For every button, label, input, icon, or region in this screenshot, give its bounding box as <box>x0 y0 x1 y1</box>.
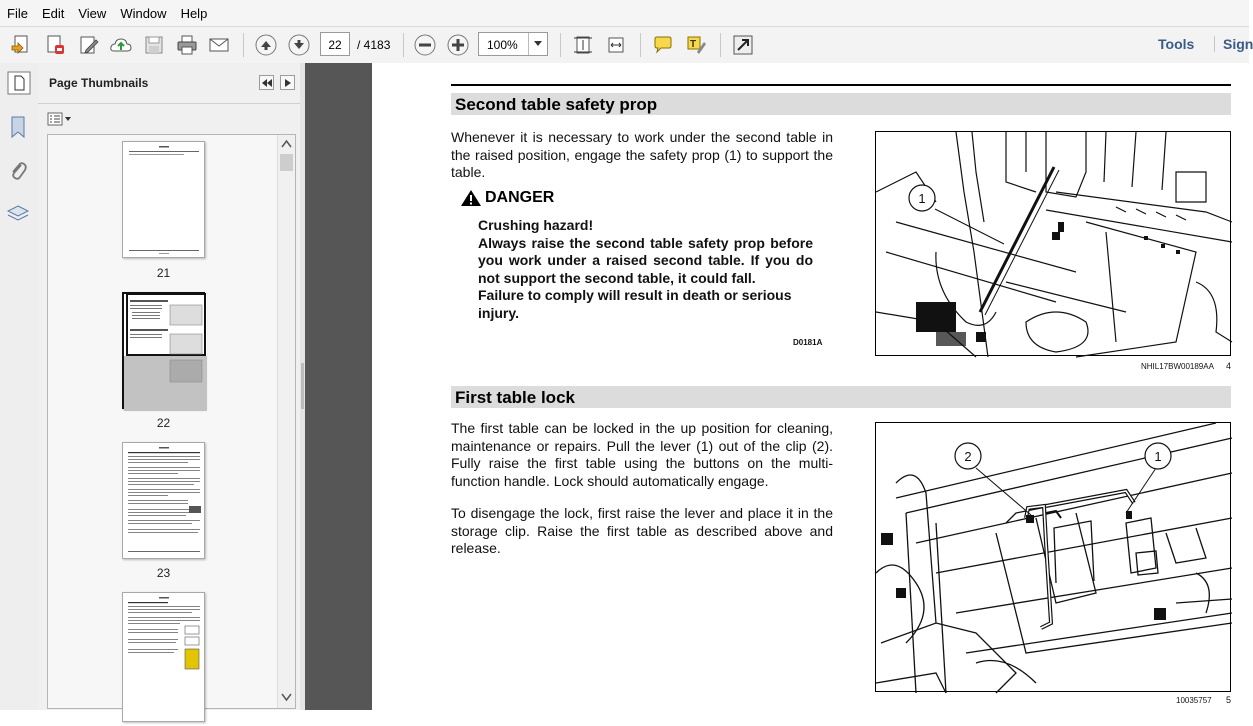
options-menu-button[interactable] <box>47 111 73 127</box>
header-rule <box>451 84 1231 86</box>
danger-line-1: Crushing hazard! <box>478 217 594 233</box>
section-heading-bar <box>451 93 1231 115</box>
section-heading-bar <box>451 386 1231 408</box>
page-total: / 4183 <box>357 38 391 52</box>
create-pdf-icon[interactable] <box>8 32 34 58</box>
zoom-out-icon[interactable] <box>412 32 438 58</box>
page-thumbnails-panel <box>38 63 301 710</box>
previous-page-icon[interactable] <box>253 32 279 58</box>
menu-edit[interactable]: Edit <box>41 5 65 21</box>
save-icon[interactable] <box>141 32 167 58</box>
collapse-panel-icon[interactable] <box>259 75 274 90</box>
page-number-input[interactable]: 22 <box>320 32 350 56</box>
thumbnail-list[interactable] <box>47 134 296 709</box>
disengage-lock-paragraph: To disengage the lock, first raise the lever and place it in the storage clip. Raise the first table as described above and release. <box>451 505 833 557</box>
thumbnail-label-22: 22 <box>156 416 171 430</box>
zoom-level-value: 100% <box>487 38 518 52</box>
expand-icon[interactable] <box>730 32 756 58</box>
edit-document-icon[interactable] <box>76 32 102 58</box>
toolbar <box>0 27 1253 64</box>
danger-label: DANGER <box>485 189 555 206</box>
danger-line-2: Always raise the second table safety prop before you work under a raised second table. If you do not support the second table, it could fall. <box>478 234 813 286</box>
next-page-icon[interactable] <box>286 32 312 58</box>
attachments-icon[interactable] <box>8 159 28 186</box>
danger-code: D0181A <box>793 338 823 347</box>
navigation-pane-strip <box>0 63 39 710</box>
fit-width-icon[interactable] <box>603 32 629 58</box>
figure-safety-prop <box>875 131 1231 356</box>
page-thumbnails-icon[interactable] <box>7 71 31 98</box>
figure4-number: 4 <box>1226 361 1232 371</box>
thumbnail-page-23[interactable] <box>122 442 205 559</box>
comment-icon[interactable] <box>650 32 676 58</box>
sign-button[interactable]: Sign <box>1214 36 1253 52</box>
menu-view[interactable]: View <box>78 5 107 21</box>
thumbnail-page-22[interactable] <box>122 292 205 409</box>
menu-bar <box>0 0 1249 27</box>
zoom-level-select[interactable] <box>478 32 548 56</box>
thumbnail-page-24[interactable] <box>122 592 205 722</box>
figure4-code: NHIL17BW00189AA <box>1141 362 1214 371</box>
fit-page-icon[interactable] <box>570 32 596 58</box>
figure-first-table-lock <box>875 422 1231 692</box>
email-icon[interactable] <box>206 32 232 58</box>
thumbnail-scrollbar[interactable] <box>277 135 295 708</box>
menu-help[interactable]: Help <box>180 5 208 21</box>
zoom-in-icon[interactable] <box>445 32 471 58</box>
pdf-portfolio-icon[interactable] <box>42 32 68 58</box>
thumbnail-page-21[interactable] <box>122 141 205 258</box>
thumbnail-label-21: 21 <box>156 266 171 280</box>
highlight-text-icon[interactable] <box>683 32 709 58</box>
danger-heading <box>460 189 554 207</box>
chevron-down-icon[interactable] <box>528 33 547 55</box>
tools-button[interactable]: Tools <box>1158 36 1195 52</box>
chevron-right-icon[interactable] <box>280 75 295 90</box>
figure5-callout-1: 1 <box>1154 449 1162 464</box>
figure4-callout-1: 1 <box>918 191 926 206</box>
upload-cloud-icon[interactable] <box>108 32 134 58</box>
document-page <box>372 63 1249 710</box>
section-title-safety-prop: Second table safety prop <box>455 95 658 114</box>
danger-line-3: Failure to comply will result in death or serious injury. <box>478 287 792 321</box>
panel-header <box>38 63 300 104</box>
first-table-lock-paragraph: The first table can be locked in the up position for cleaning, maintenance or repairs. Pull the lever (1) out of the clip (2). Fully raise the first table using the buttons on the multi-function handle. Lock should automatically engage. <box>451 420 833 489</box>
danger-message <box>478 217 813 323</box>
print-icon[interactable] <box>174 32 200 58</box>
svg-text:T: T <box>690 39 697 50</box>
panel-title: Page Thumbnails <box>49 76 149 90</box>
figure5-code: 10035757 <box>1176 696 1212 705</box>
layers-icon[interactable] <box>6 203 30 228</box>
figure5-number: 5 <box>1226 695 1232 705</box>
menu-file[interactable]: File <box>7 5 28 21</box>
warning-icon <box>460 189 482 207</box>
document-background <box>305 63 372 710</box>
bookmarks-icon[interactable] <box>8 115 28 142</box>
menu-window[interactable]: Window <box>120 5 167 21</box>
thumbnail-label-23: 23 <box>156 566 171 580</box>
safety-prop-paragraph: Whenever it is necessary to work under the second table in the raised position, engage the safety prop (1) to support the table. <box>451 129 833 181</box>
section-title-first-table-lock: First table lock <box>455 388 575 407</box>
figure5-callout-2: 2 <box>964 449 972 464</box>
